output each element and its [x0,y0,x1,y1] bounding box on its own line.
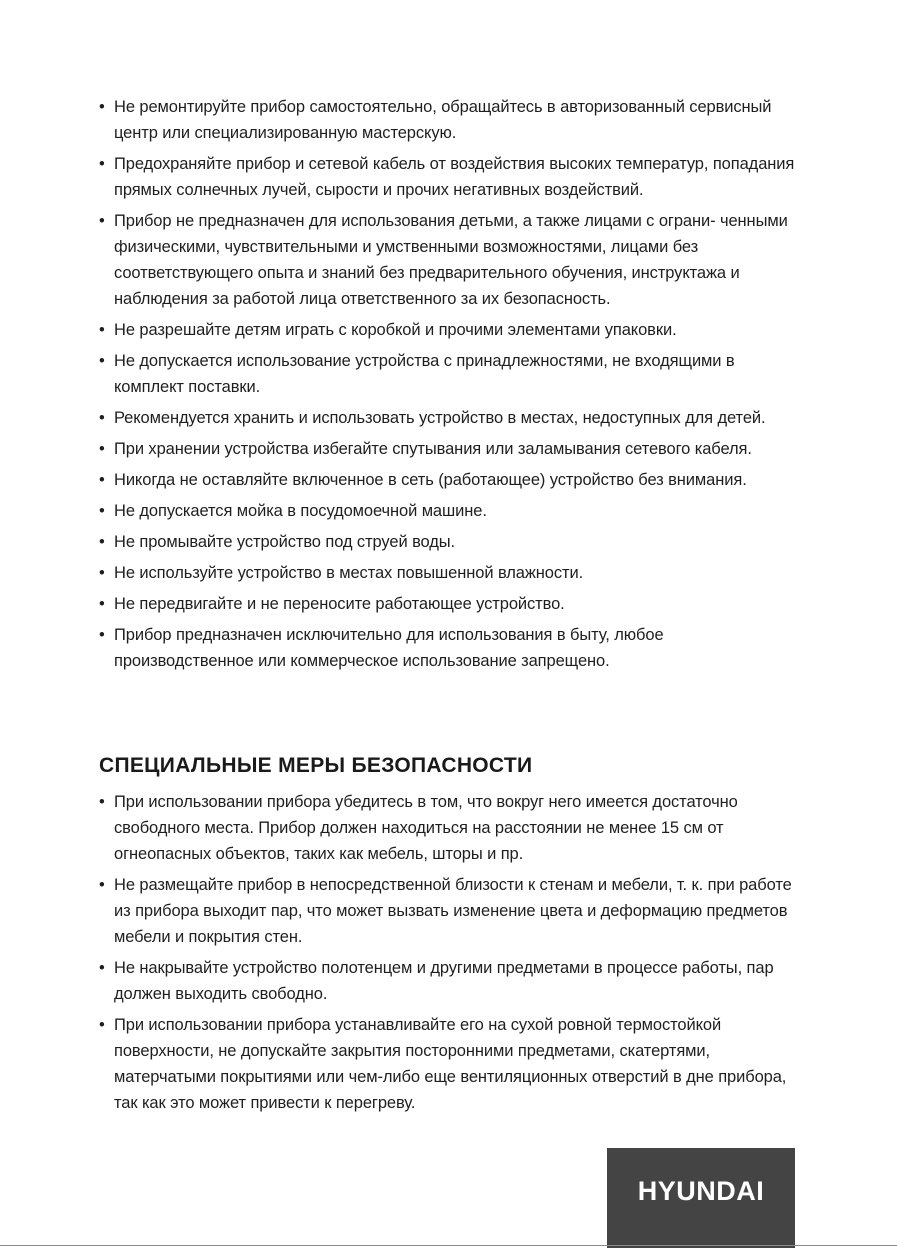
bullet-icon: • [99,409,105,427]
list-item: • При использовании прибора устанавливайте его на сухой ровной термостойкой поверхности, не допускайте закрытия посторонними предметами, скатертями, матерчатыми покрытиями или чем-либо еще вентиляционных отверстий в дне прибора, так как это может привести к перегреву. [99,1012,799,1116]
list-item: • Прибор не предназначен для использования детьми, а также лицами с ограни- ченными физическими, чувствительными и умственными возможностями, лицами без соответствующего опыта и знаний без предварительного обучения, инструктажа и наблюдения за работой лица ответственного за их безопасность. [99,208,799,312]
list-item: • Не размещайте прибор в непосредственной близости к стенам и мебели, т. к. при работе из прибора выходит пар, что может вызвать изменение цвета и деформацию предметов мебели и покрытия стен. [99,872,799,950]
special-safety-heading: СПЕЦИАЛЬНЫЕ МЕРЫ БЕЗОПАСНОСТИ [99,754,533,777]
bullet-icon: • [99,793,105,811]
special-safety-list [99,789,799,1121]
bullet-icon: • [99,321,105,339]
list-item: • Не допускается использование устройства с принадлежностями, не входящими в комплект поставки. [99,348,799,400]
bullet-icon: • [99,440,105,458]
list-item: • Никогда не оставляйте включенное в сеть (работающее) устройство без внимания. [99,467,799,493]
bullet-icon: • [99,626,105,644]
bullet-icon: • [99,502,105,520]
list-item: • Не передвигайте и не переносите работающее устройство. [99,591,799,617]
bullet-icon: • [99,352,105,370]
brand-logo-box [607,1148,795,1248]
bullet-icon: • [99,533,105,551]
bullet-icon: • [99,959,105,977]
list-item: • При хранении устройства избегайте спутывания или заламывания сетевого кабеля. [99,436,799,462]
bottom-divider [0,1245,897,1246]
bullet-icon: • [99,564,105,582]
bullet-icon: • [99,595,105,613]
brand-logo: HYUNDAI [637,1175,765,1206]
list-item: • Не разрешайте детям играть с коробкой и прочими элементами упаковки. [99,317,799,343]
list-item: • Не промывайте устройство под струей воды. [99,529,799,555]
list-item: • Не ремонтируйте прибор самостоятельно, обращайтесь в авторизованный сервисный центр или специализированную мастерскую. [99,94,799,146]
list-item: • Предохраняйте прибор и сетевой кабель от воздействия высоких температур, попадания прямых солнечных лучей, сырости и прочих негативных воздействий. [99,151,799,203]
list-item: • При использовании прибора убедитесь в том, что вокруг него имеется достаточно свободного места. Прибор должен находиться на расстоянии не менее 15 см от огнеопасных объектов, таких как мебель, шторы и пр. [99,789,799,867]
list-item: • Не накрывайте устройство полотенцем и другими предметами в процессе работы, пар должен выходить свободно. [99,955,799,1007]
general-safety-list [99,94,799,679]
bullet-icon: • [99,212,105,230]
bullet-icon: • [99,471,105,489]
list-item: • Не допускается мойка в посудомоечной машине. [99,498,799,524]
bullet-icon: • [99,155,105,173]
list-item: • Рекомендуется хранить и использовать устройство в местах, недоступных для детей. [99,405,799,431]
list-item: • Не используйте устройство в местах повышенной влажности. [99,560,799,586]
list-item: • Прибор предназначен исключительно для использования в быту, любое производственное или коммерческое использование запрещено. [99,622,799,674]
bullet-icon: • [99,876,105,894]
bullet-icon: • [99,1016,105,1034]
bullet-icon: • [99,98,105,116]
